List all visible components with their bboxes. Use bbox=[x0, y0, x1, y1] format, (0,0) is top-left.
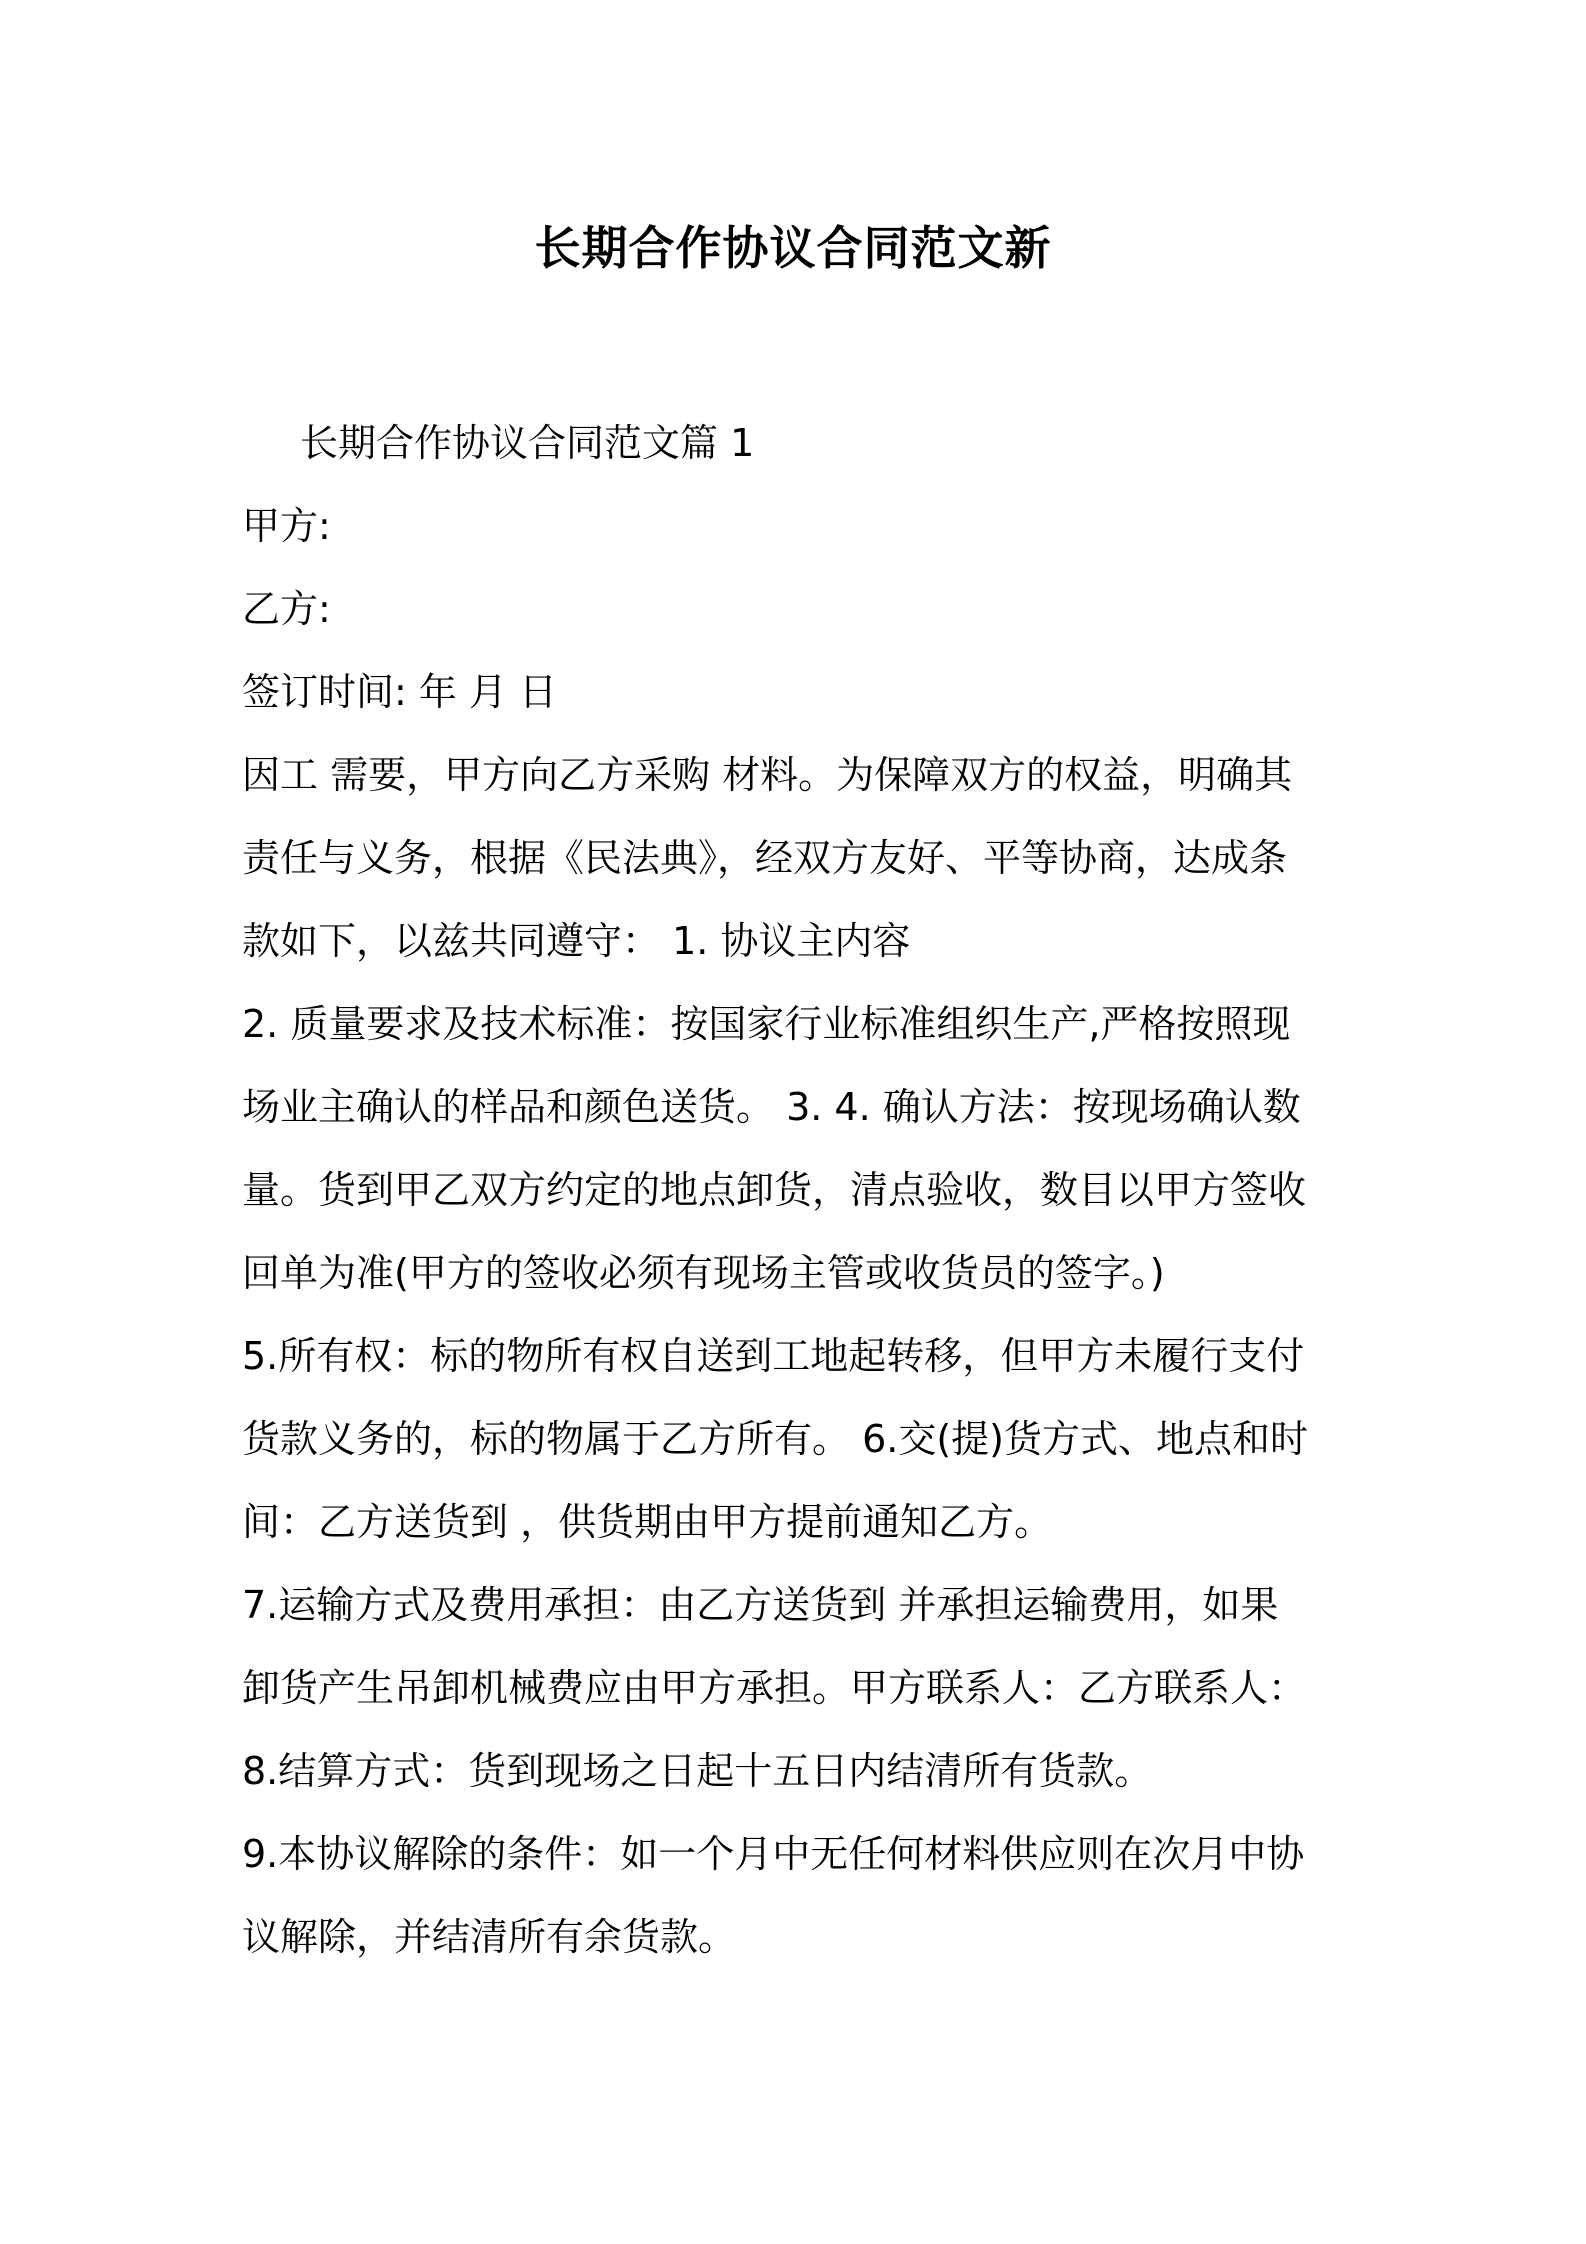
paragraph-line: 量。货到甲乙双方约定的地点卸货，清点验收，数目以甲方签收 bbox=[242, 1168, 1307, 1212]
paragraph-line: 因工 需要，甲方向乙方采购 材料。为保障双方的权益，明确其 bbox=[242, 753, 1293, 797]
document-title: 长期合作协议合同范文新 bbox=[534, 221, 1052, 275]
paragraph-line: 议解除，并结清所有余货款。 bbox=[242, 1915, 737, 1959]
paragraph-line: 8.结算方式：货到现场之日起十五日内结清所有货款。 bbox=[242, 1749, 1153, 1793]
paragraph-line: 7.运输方式及费用承担：由乙方送货到 并承担运输费用，如果 bbox=[242, 1583, 1279, 1627]
signing-date-line: 签订时间: 年 月 日 bbox=[242, 670, 558, 714]
paragraph-line: 款如下，以兹共同遵守： 1. 协议主内容 bbox=[242, 919, 911, 963]
paragraph-line: 间：乙方送货到 ，供货期由甲方提前通知乙方。 bbox=[242, 1500, 1053, 1544]
paragraph-line: 责任与义务，根据《民法典》，经双方友好、平等协商，达成条 bbox=[242, 836, 1288, 880]
paragraph-line: 2. 质量要求及技术标准：按国家行业标准组织生产,严格按照现 bbox=[242, 1002, 1291, 1046]
paragraph-line: 场业主确认的样品和颜色送货。 3. 4. 确认方法：按现场确认数 bbox=[242, 1085, 1301, 1129]
paragraph-line: 9.本协议解除的条件：如一个月中无任何材料供应则在次月中协 bbox=[242, 1832, 1305, 1876]
paragraph-line: 卸货产生吊卸机械费应由甲方承担。甲方联系人：乙方联系人： bbox=[242, 1666, 1307, 1710]
paragraph-line: 5.所有权：标的物所有权自送到工地起转移，但甲方未履行支付 bbox=[242, 1334, 1305, 1378]
paragraph-line: 货款义务的，标的物属于乙方所有。 6.交(提)货方式、地点和时 bbox=[242, 1417, 1308, 1461]
party-a-line: 甲方: bbox=[242, 504, 331, 548]
party-b-line: 乙方: bbox=[242, 587, 331, 631]
section-heading: 长期合作协议合同范文篇 1 bbox=[300, 421, 755, 465]
document-body bbox=[242, 402, 1357, 1979]
paragraph-line: 回单为准(甲方的签收必须有现场主管或收货员的签字。) bbox=[242, 1251, 1165, 1295]
